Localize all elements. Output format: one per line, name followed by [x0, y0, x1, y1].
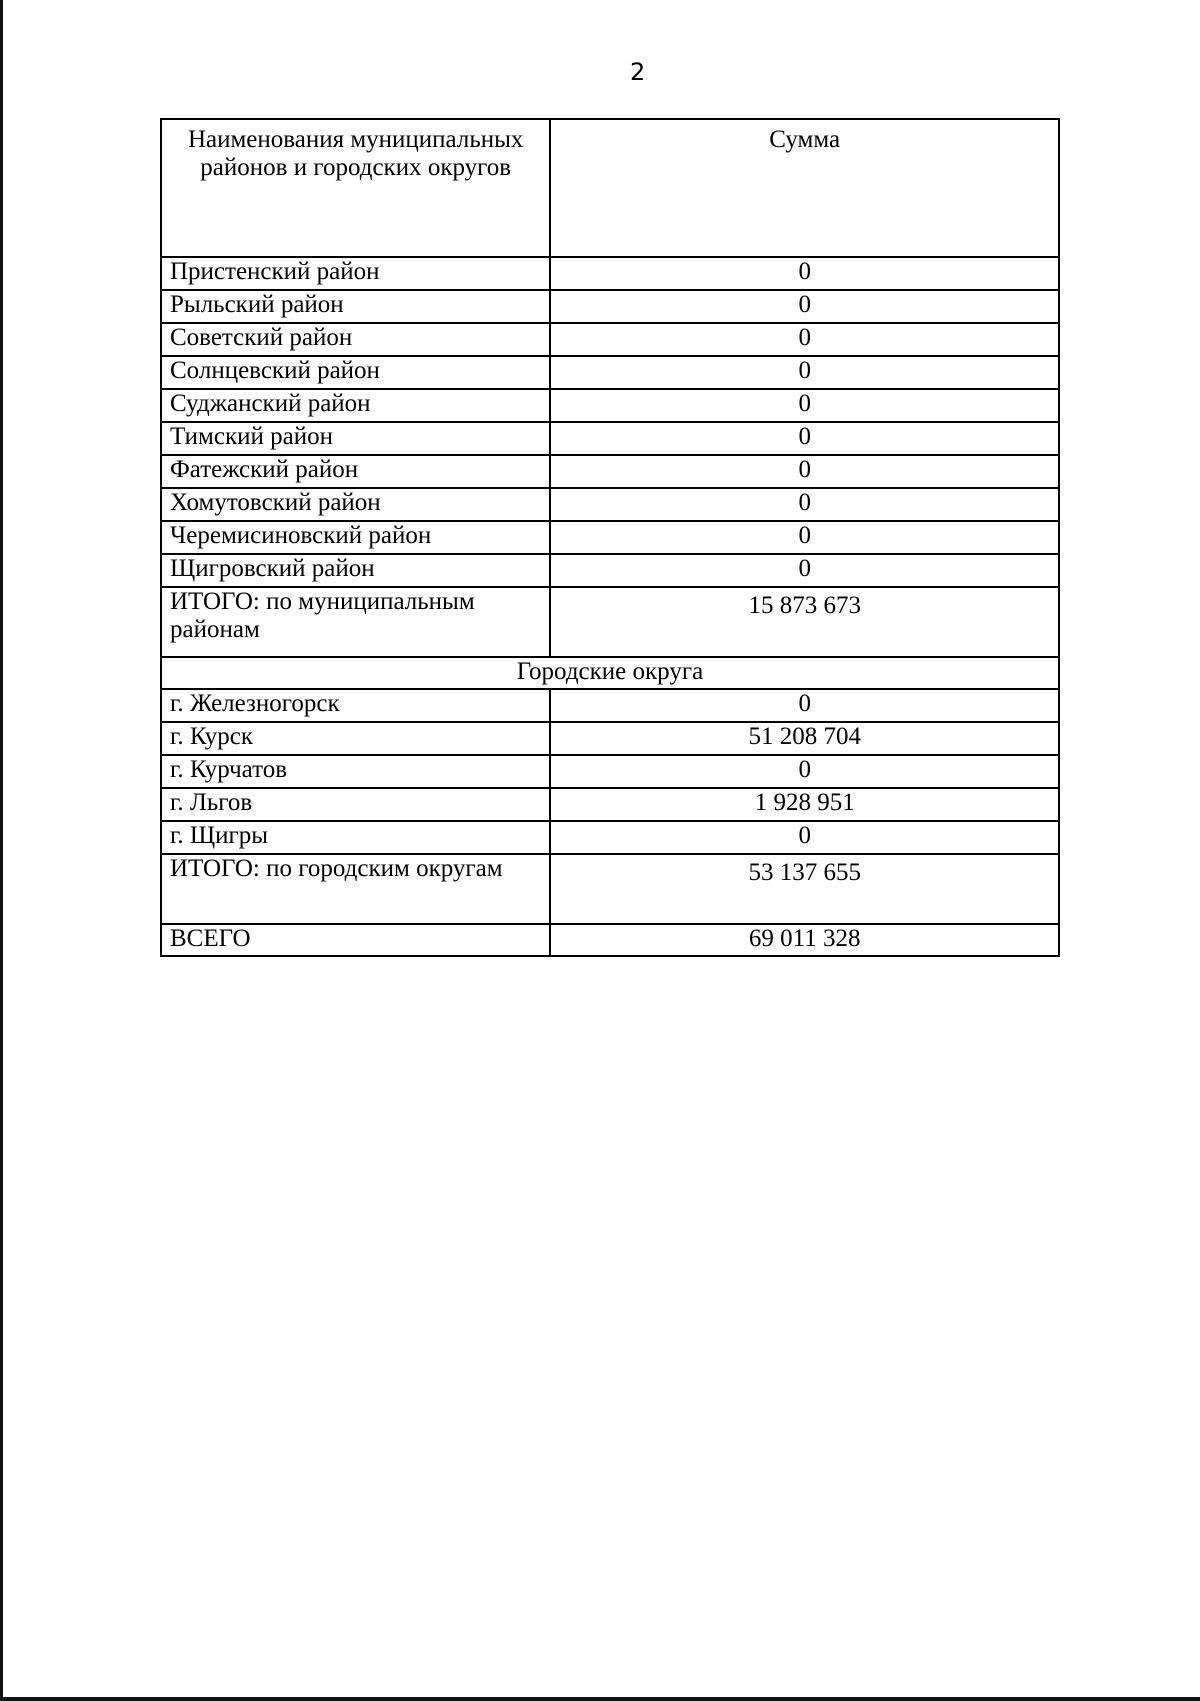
- district-name: Пристенский район: [161, 257, 550, 290]
- table-row: [161, 755, 1059, 788]
- table-row: [161, 788, 1059, 821]
- table-row: [161, 290, 1059, 323]
- district-name: Черемисиновский район: [161, 521, 550, 554]
- city-value: 51 208 704: [550, 722, 1059, 755]
- table-row: [161, 455, 1059, 488]
- table-row: [161, 323, 1059, 356]
- budget-table: [160, 118, 1060, 957]
- header-sum-column: Сумма: [550, 119, 1059, 257]
- grand-total-value: 69 011 328: [550, 924, 1059, 956]
- cities-total-row: [161, 854, 1059, 924]
- table-row: [161, 722, 1059, 755]
- district-name: Щигровский район: [161, 554, 550, 587]
- table-row: [161, 554, 1059, 587]
- district-name: Советский район: [161, 323, 550, 356]
- table-row: [161, 257, 1059, 290]
- districts-total-value: 15 873 673: [550, 587, 1059, 657]
- district-value: 0: [550, 290, 1059, 323]
- table-row: [161, 422, 1059, 455]
- table-row: [161, 356, 1059, 389]
- table-header-row: [161, 119, 1059, 257]
- districts-total-label: ИТОГО: по муниципальным районам: [161, 587, 550, 657]
- table-row: [161, 821, 1059, 854]
- districts-total-row: [161, 587, 1059, 657]
- scan-border-bottom: [0, 1697, 1200, 1701]
- city-value: 0: [550, 755, 1059, 788]
- district-name: Солнцевский район: [161, 356, 550, 389]
- city-name: г. Курчатов: [161, 755, 550, 788]
- page-number: 2: [630, 58, 646, 86]
- city-name: г. Льгов: [161, 788, 550, 821]
- grand-total-label: ВСЕГО: [161, 924, 550, 956]
- city-name: г. Курск: [161, 722, 550, 755]
- table-row: [161, 689, 1059, 722]
- city-value: 1 928 951: [550, 788, 1059, 821]
- table-row: [161, 521, 1059, 554]
- city-name: г. Щигры: [161, 821, 550, 854]
- district-name: Фатежский район: [161, 455, 550, 488]
- district-name: Хомутовский район: [161, 488, 550, 521]
- scan-border-left: [0, 0, 3, 1701]
- district-name: Суджанский район: [161, 389, 550, 422]
- table-row: [161, 389, 1059, 422]
- district-name: Тимский район: [161, 422, 550, 455]
- district-value: 0: [550, 422, 1059, 455]
- district-value: 0: [550, 389, 1059, 422]
- table-row: [161, 488, 1059, 521]
- district-value: 0: [550, 257, 1059, 290]
- city-name: г. Железногорск: [161, 689, 550, 722]
- district-value: 0: [550, 521, 1059, 554]
- cities-total-label: ИТОГО: по городским округам: [161, 854, 550, 924]
- city-value: 0: [550, 689, 1059, 722]
- district-name: Рыльский район: [161, 290, 550, 323]
- city-section-row: [161, 657, 1059, 689]
- district-value: 0: [550, 455, 1059, 488]
- header-name-column: Наименования муниципальных районов и городских округов: [161, 119, 550, 257]
- city-value: 0: [550, 821, 1059, 854]
- grand-total-row: [161, 924, 1059, 956]
- cities-total-value: 53 137 655: [550, 854, 1059, 924]
- district-value: 0: [550, 554, 1059, 587]
- district-value: 0: [550, 356, 1059, 389]
- district-value: 0: [550, 323, 1059, 356]
- city-section-title: Городские округа: [161, 657, 1059, 689]
- district-value: 0: [550, 488, 1059, 521]
